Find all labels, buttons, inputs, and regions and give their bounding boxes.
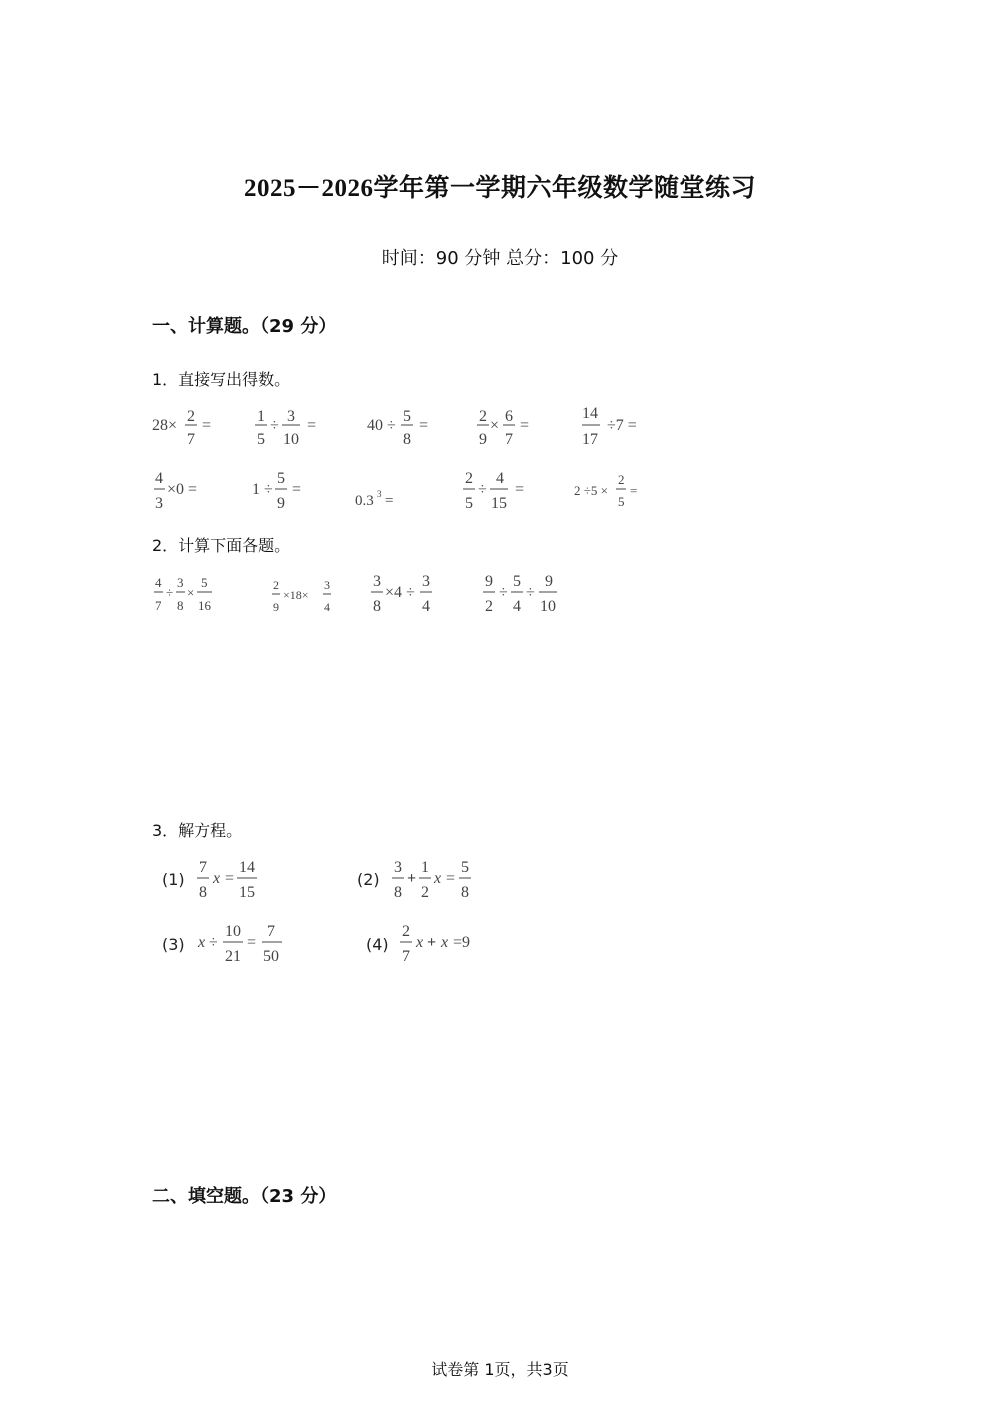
exam-info: 时间：90 分钟 总分：100 分	[381, 248, 619, 269]
svg-text:7: 7	[187, 431, 195, 448]
svg-text:÷: ÷	[478, 481, 487, 498]
svg-text:0.3: 0.3	[355, 493, 374, 509]
svg-text:14: 14	[239, 859, 255, 876]
svg-text:5: 5	[465, 495, 473, 512]
title-years: 2025－2026	[243, 175, 374, 202]
svg-text:×: ×	[187, 585, 195, 600]
question-3-prompt: 3．解方程。	[152, 821, 243, 840]
svg-text:=: =	[419, 417, 429, 434]
page-footer: 试卷第 1页，共3页	[431, 1360, 569, 1379]
svg-text:10: 10	[283, 431, 299, 448]
svg-text:4: 4	[422, 598, 430, 615]
svg-text:÷: ÷	[270, 417, 279, 434]
svg-text:7: 7	[267, 923, 275, 940]
svg-text:17: 17	[582, 431, 598, 448]
svg-text:×4 ÷: ×4 ÷	[385, 584, 415, 601]
svg-text:5: 5	[277, 470, 285, 487]
svg-text:2: 2	[465, 470, 473, 487]
svg-text:3: 3	[373, 573, 381, 590]
svg-text:9: 9	[545, 573, 553, 590]
svg-text:+: +	[427, 934, 437, 951]
svg-text:28×: 28×	[152, 417, 178, 434]
svg-text:2: 2	[421, 884, 429, 901]
svg-text:5: 5	[618, 494, 625, 509]
q1-item-b	[255, 400, 335, 450]
svg-text:3: 3	[422, 573, 430, 590]
q1-item-g	[252, 465, 322, 515]
q1-item-a	[152, 400, 222, 450]
svg-text:8: 8	[199, 884, 207, 901]
svg-text:4: 4	[513, 598, 521, 615]
svg-text:=: =	[515, 481, 525, 498]
svg-text:×: ×	[490, 417, 500, 434]
svg-text:5: 5	[257, 431, 265, 448]
svg-text:=: =	[446, 870, 456, 887]
svg-text:5: 5	[201, 575, 208, 590]
svg-text:=9: =9	[453, 934, 471, 951]
svg-text:50: 50	[263, 948, 279, 965]
svg-text:7: 7	[505, 431, 513, 448]
svg-text:4: 4	[496, 470, 504, 487]
svg-text:3: 3	[287, 408, 295, 425]
svg-text:9: 9	[479, 431, 487, 448]
svg-text:2: 2	[273, 578, 279, 592]
equation-2	[392, 854, 492, 904]
svg-text:2: 2	[485, 598, 493, 615]
svg-text:3: 3	[377, 489, 382, 499]
q1-item-h	[355, 485, 415, 509]
equation-3-label: (3)	[162, 935, 185, 954]
svg-text:×0 =: ×0 =	[167, 481, 198, 498]
q2-item-a	[154, 572, 234, 618]
title-text: 学年第一学期六年级数学随堂练习	[373, 173, 757, 202]
svg-text:8: 8	[177, 598, 184, 613]
svg-text:4: 4	[155, 470, 163, 487]
svg-text:=: =	[385, 493, 394, 509]
svg-text:2: 2	[187, 408, 195, 425]
svg-text:4: 4	[155, 575, 162, 590]
equation-4	[400, 918, 500, 968]
section-heading-fill-in: 二、填空题。（23 分）	[152, 1186, 337, 1207]
svg-text:=: =	[247, 934, 257, 951]
svg-text:2: 2	[618, 472, 625, 487]
svg-text:2: 2	[402, 923, 410, 940]
svg-text:+: +	[407, 870, 417, 887]
svg-text:1 ÷: 1 ÷	[252, 481, 273, 498]
svg-text:4: 4	[324, 600, 330, 614]
svg-text:5: 5	[461, 859, 469, 876]
svg-text:÷7 =: ÷7 =	[607, 417, 637, 434]
svg-text:14: 14	[582, 405, 598, 422]
svg-text:1: 1	[257, 408, 265, 425]
q1-item-f	[154, 465, 224, 515]
svg-text:x: x	[416, 934, 424, 951]
svg-text:15: 15	[491, 495, 507, 512]
question-2-prompt: 2．计算下面各题。	[152, 536, 291, 555]
svg-text:21: 21	[225, 948, 241, 965]
q1-item-e	[582, 400, 662, 450]
svg-text:5: 5	[513, 573, 521, 590]
q2-item-b	[272, 574, 352, 618]
page-title	[0, 168, 1000, 204]
svg-text:7: 7	[155, 598, 162, 613]
q1-item-d	[477, 400, 557, 450]
svg-text:=: =	[520, 417, 530, 434]
svg-text:=: =	[307, 417, 317, 434]
svg-text:3: 3	[155, 495, 163, 512]
svg-text:5: 5	[403, 408, 411, 425]
svg-text:x: x	[213, 870, 221, 887]
svg-text:=: =	[225, 870, 235, 887]
svg-text:16: 16	[198, 598, 211, 613]
section-heading-calculation: 一、计算题。（29 分）	[152, 316, 337, 337]
svg-text:1: 1	[421, 859, 429, 876]
question-1-prompt: 1．直接写出得数。	[152, 370, 291, 389]
svg-text:10: 10	[225, 923, 241, 940]
svg-text:9: 9	[485, 573, 493, 590]
svg-text:=: =	[202, 417, 212, 434]
svg-text:x: x	[434, 870, 442, 887]
svg-text:2 ÷5 ×: 2 ÷5 ×	[574, 483, 608, 498]
svg-text:3: 3	[394, 859, 402, 876]
q2-item-c	[371, 568, 451, 618]
svg-text:15: 15	[239, 884, 255, 901]
svg-text:÷: ÷	[499, 584, 508, 601]
svg-text:2: 2	[479, 408, 487, 425]
q1-item-i	[463, 465, 543, 515]
svg-text:3: 3	[177, 575, 184, 590]
svg-text:9: 9	[273, 600, 279, 614]
equation-4-label: (4)	[366, 935, 389, 954]
svg-text:9: 9	[277, 495, 285, 512]
svg-text:÷: ÷	[209, 934, 218, 951]
svg-text:8: 8	[394, 884, 402, 901]
equation-3	[198, 918, 298, 968]
svg-text:x: x	[198, 934, 206, 951]
svg-text:÷: ÷	[166, 585, 174, 600]
svg-text:7: 7	[402, 948, 410, 965]
equation-2-label: (2)	[357, 870, 380, 889]
svg-text:=: =	[630, 483, 638, 498]
svg-text:10: 10	[540, 598, 556, 615]
svg-text:3: 3	[324, 578, 330, 592]
svg-text:=: =	[292, 481, 302, 498]
q1-item-j	[574, 470, 654, 514]
svg-text:40 ÷: 40 ÷	[367, 417, 396, 434]
svg-text:÷: ÷	[526, 584, 535, 601]
svg-text:6: 6	[505, 408, 513, 425]
q1-item-c	[367, 400, 447, 450]
svg-text:7: 7	[199, 859, 207, 876]
equation-1-label: (1)	[162, 870, 185, 889]
q2-item-d	[483, 568, 573, 618]
svg-text:x: x	[441, 934, 449, 951]
equation-1	[197, 854, 277, 904]
svg-text:8: 8	[373, 598, 381, 615]
svg-text:8: 8	[461, 884, 469, 901]
svg-text:8: 8	[403, 431, 411, 448]
svg-text:×18×: ×18×	[283, 588, 309, 602]
